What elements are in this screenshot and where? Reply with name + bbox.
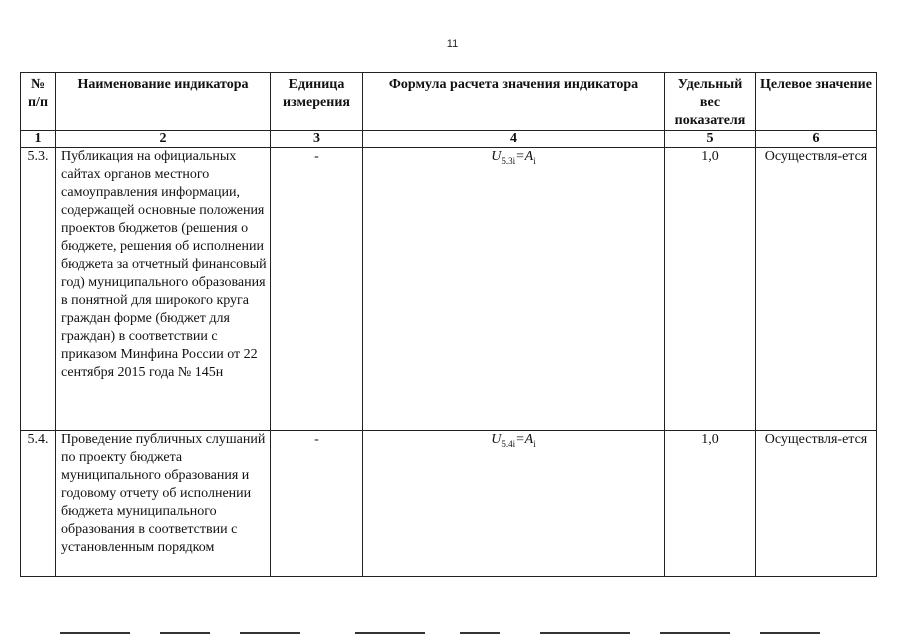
formula-var: U (491, 149, 502, 164)
header-name: Наименование индикатора (56, 73, 271, 131)
header-formula: Формула расчета значения индикатора (363, 73, 665, 131)
header-unit: Единица измерения (271, 73, 363, 131)
target-cell: Осуществля-ется (756, 148, 877, 431)
column-number: 3 (271, 131, 363, 148)
column-number: 4 (363, 131, 665, 148)
page-number: 11 (446, 38, 459, 50)
weight-cell: 1,0 (665, 431, 756, 577)
formula-rest: =A (515, 149, 534, 164)
column-number: 2 (56, 131, 271, 148)
header-weight: Удельный вес показателя (665, 73, 756, 131)
indicator-name: Публикация на официальных сайтах органов местного самоуправления информации, содержащей основные положения проектов бюджетов (решения о бюджете, решения об исполнении бюджета за отчетный финансовый год) муниципального образования в понятной для широкого круга граждан форме (бюджет для граждан) в соответствии с приказом Минфина России от 22 сентября 2015 года № 145н (56, 148, 271, 431)
column-number: 5 (665, 131, 756, 148)
indicator-table (20, 72, 877, 577)
formula-cell (363, 148, 665, 431)
formula-rest: =A (515, 432, 534, 447)
weight-cell: 1,0 (665, 148, 756, 431)
table-row (21, 431, 877, 577)
column-number: 6 (756, 131, 877, 148)
column-number-row (21, 131, 877, 148)
header-row (21, 73, 877, 131)
table-row (21, 148, 877, 431)
target-cell: Осуществля-ется (756, 431, 877, 577)
formula-var: U (491, 432, 502, 447)
row-number: 5.3. (21, 148, 56, 431)
formula-cell (363, 431, 665, 577)
indicator-name: Проведение публичных слушаний по проекту бюджета муниципального образования и годовому отчету об исполнении бюджета муниципального образования в соответствии с установленным порядком (56, 431, 271, 577)
scan-edge-artifact (0, 632, 905, 635)
formula-subscript: 5.4i (501, 438, 516, 449)
column-number: 1 (21, 131, 56, 148)
header-target: Целевое значение (756, 73, 877, 131)
formula-subscript-2: i (533, 438, 536, 449)
unit-cell: - (271, 431, 363, 577)
row-number: 5.4. (21, 431, 56, 577)
unit-cell: - (271, 148, 363, 431)
formula-subscript-2: i (533, 155, 536, 166)
header-num: № п/п (21, 73, 56, 131)
formula-subscript: 5.3i (501, 155, 516, 166)
